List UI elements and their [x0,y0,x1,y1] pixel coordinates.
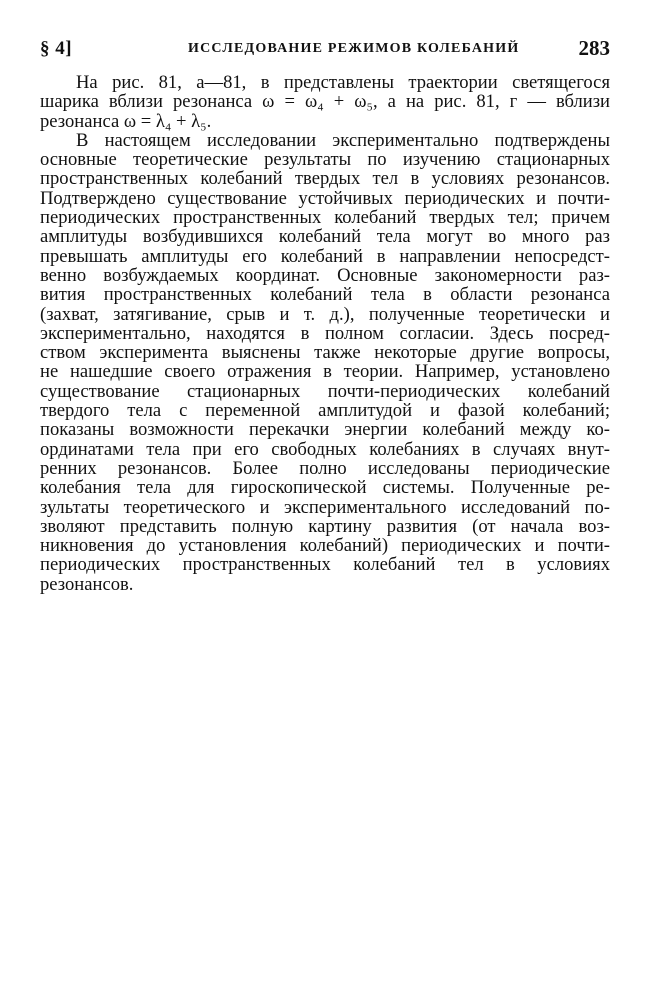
text-line: резонансов. [40,574,134,595]
text-line: вития пространственных колебаний тела в области резонанса [40,285,610,305]
text-line: ренних резонансов. Более полно исследованы периодические [40,458,610,479]
text-line: Подтверждено существование устойчивых периодических и почти- [40,188,610,209]
text-line: пространственных колебаний твердых тел в условиях резонансов. [40,169,610,189]
text-line: амплитуды возбудившихся колебаний тела могут во много раз [40,227,610,247]
running-header [40,36,610,62]
text-line: На рис. 81, а—81, в представлены траектории светящегося [76,73,610,93]
text-line: не нашедшие своего отражения в теории. Например, установлено [40,362,610,382]
text-line: твердого тела с переменной амплитудой и фазой колебаний; [40,401,610,421]
page-number: 283 [578,36,610,60]
chapter-title: ИССЛЕДОВАНИЕ РЕЖИМОВ КОЛЕБАНИЙ [188,41,520,56]
text-line: (захват, затягивание, срыв и т. д.), полученные теоретически и [40,304,610,324]
text-line: превышать амплитуды его колебаний в направлении непосредст- [40,246,610,266]
text-line: экспериментально, находятся в полном согласии. Здесь посред- [40,323,610,344]
text-line: никновения до установления колебаний) периодических и почти- [40,536,610,556]
text-line: колебания тела для гироскопической системы. Полученные ре- [40,478,610,498]
text-line: шарика вблизи резонанса ω = ω₄ + ω₅, а на рис. 81, г — вблизи [40,92,610,112]
text-line: существование стационарных почти-периодических колебаний [40,381,610,402]
text-line: ординатами тела при его свободных колебаниях в случаях внут- [40,439,610,459]
text-line: резонанса ω = λ₄ + λ₅. [40,111,212,131]
section-marker: § 4] [40,38,73,59]
text-line: ством эксперимента выяснены также некоторые другие вопросы, [40,343,610,363]
text-line: венно возбуждаемых координат. Основные закономерности раз- [40,265,610,286]
paragraph-conclusions [40,131,610,594]
text-line: периодических пространственных колебаний твердых тел; причем [40,208,610,228]
body-text [40,73,610,594]
text-line: показаны возможности перекачки энергии колебаний между ко- [40,420,610,440]
text-line: периодических пространственных колебаний тел в условиях [40,555,610,575]
text-line: зволяют представить полную картину развития (от начала воз- [40,516,610,537]
text-line: зультаты теоретического и экспериментального исследований по- [40,497,610,517]
text-line: В настоящем исследовании экспериментально подтверждены [76,130,610,151]
paragraph-figures [40,73,610,131]
text-line: основные теоретические результаты по изучению стационарных [40,150,610,170]
